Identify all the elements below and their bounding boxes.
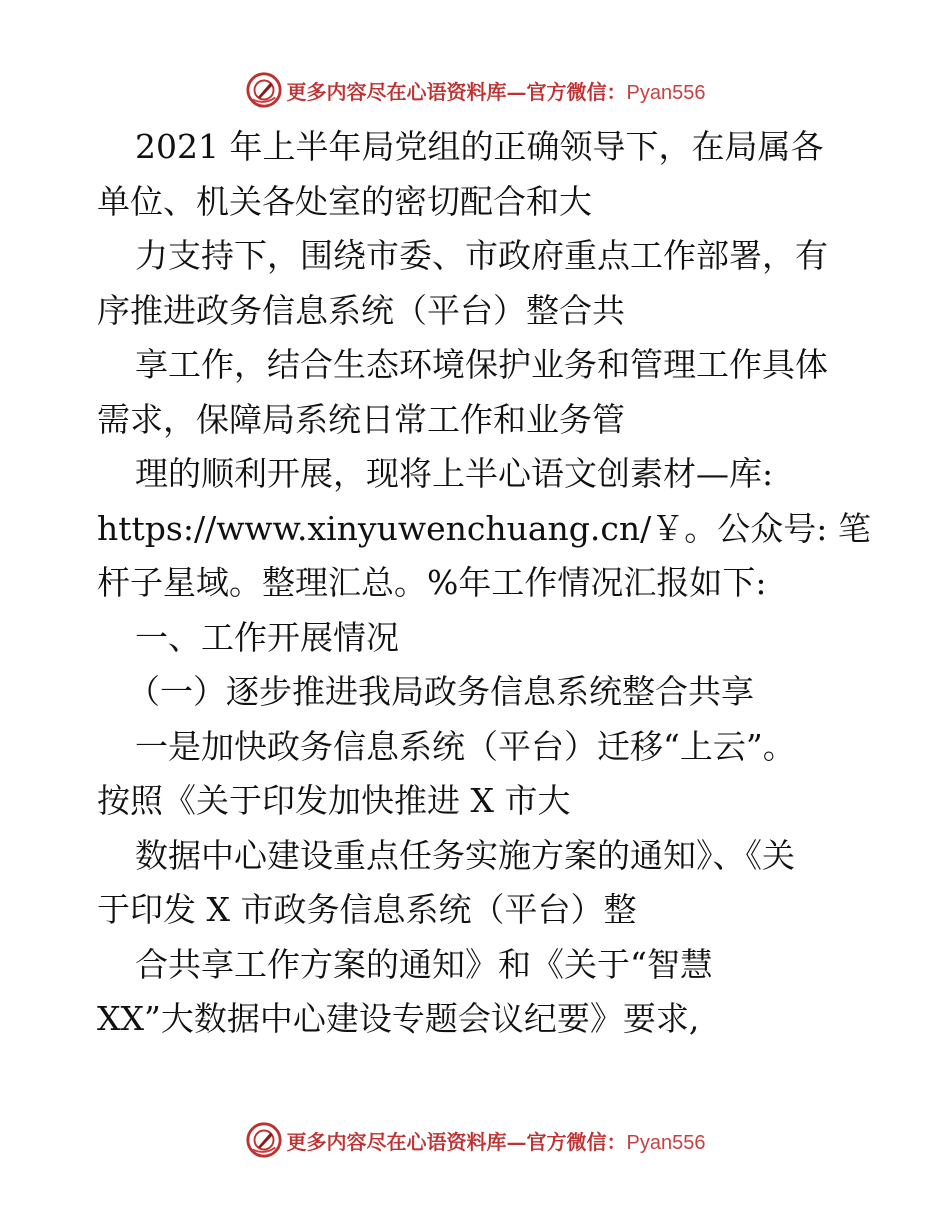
text-line: 力支持下，围绕市委、市政府重点工作部署，有 (135, 236, 828, 275)
text-line: 于印发 X 市政务信息系统（平台）整 (97, 890, 637, 929)
header-banner-text (287, 76, 706, 105)
text-line: 按照《关于印发加快推进 X 市大 (97, 781, 571, 820)
text-line: 合共享工作方案的通知》和《关于“智慧 (135, 944, 713, 984)
brand-logo-icon (245, 1121, 283, 1159)
footer-banner-text (287, 1126, 706, 1155)
text-line: https://www.xinyuwenchuang.cn/￥。公众号: 笔 (97, 508, 871, 548)
text-line: 序推进政务信息系统（平台）整合共 (97, 290, 625, 330)
header-banner (0, 70, 950, 110)
text-line: 一是加快政务信息系统（平台）迁移“上云”。 (135, 726, 796, 766)
footer-banner-main: 更多内容尽在心语资料库—官方微信： (286, 1129, 627, 1154)
text-line: XX”大数据中心建设专题会议纪要》要求, (97, 999, 700, 1038)
document-body (97, 120, 877, 1047)
text-line: 需求，保障局系统日常工作和业务管 (97, 399, 625, 439)
subsection-heading: （一）逐步推进我局政务信息系统整合共享 (127, 672, 754, 711)
text-line: 2021 年上半年局党组的正确领导下，在局属各 (135, 127, 824, 166)
text-line: 数据中心建设重点任务实施方案的通知》、《关 (135, 835, 795, 875)
text-line: 杆子星域。整理汇总。%年工作情况汇报如下: (97, 563, 767, 602)
section-heading: 一、工作开展情况 (135, 617, 399, 657)
header-wechat-id: Pyan556 (626, 81, 706, 104)
brand-logo-icon (245, 71, 283, 109)
text-line: 享工作，结合生态环境保护业务和管理工作具体 (135, 345, 828, 384)
text-line: 单位、机关各处室的密切配合和大 (97, 181, 592, 221)
footer-wechat-id: Pyan556 (626, 1131, 706, 1154)
text-line: 理的顺利开展，现将上半心语文创素材—库: (135, 454, 774, 493)
footer-banner (0, 1120, 950, 1160)
header-banner-main: 更多内容尽在心语资料库—官方微信： (286, 79, 627, 104)
